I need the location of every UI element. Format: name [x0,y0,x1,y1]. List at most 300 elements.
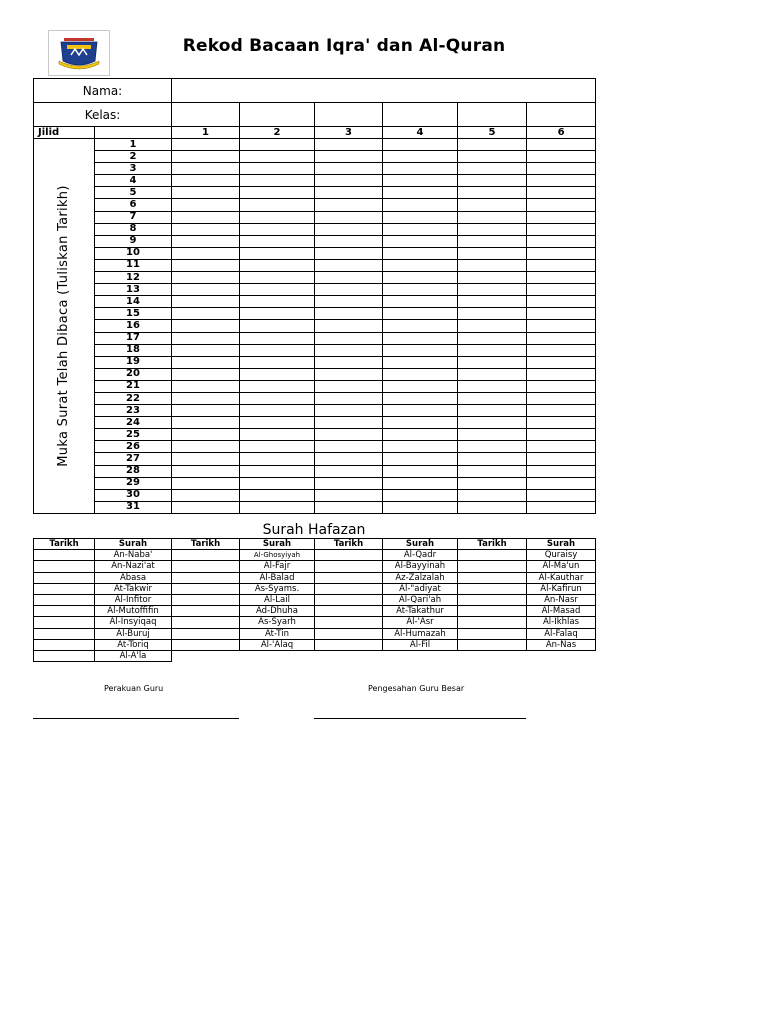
date-entry-cell[interactable] [458,163,527,175]
page-number: 8 [95,223,172,235]
date-entry-cell[interactable] [172,151,240,163]
tarikh-entry-cell[interactable] [172,606,240,617]
date-entry-cell[interactable] [172,380,240,392]
date-entry-cell[interactable] [458,151,527,163]
date-entry-cell[interactable] [315,392,383,404]
date-entry-cell[interactable] [527,392,596,404]
surah-name: Al-A'la [95,651,172,662]
date-entry-cell[interactable] [527,477,596,489]
hafazan-header-row [34,539,596,550]
date-entry-cell[interactable] [383,199,458,211]
date-entry-cell[interactable] [172,501,240,513]
jilid-column-header: 4 [383,127,458,139]
date-entry-cell[interactable] [172,139,240,151]
tarikh-entry-cell[interactable] [315,595,383,606]
date-entry-cell[interactable] [240,247,315,259]
date-entry-cell[interactable] [458,489,527,501]
surah-name: As-Syams. [240,583,315,594]
date-entry-cell[interactable] [527,356,596,368]
date-entry-cell[interactable] [383,441,458,453]
date-entry-cell[interactable] [240,211,315,223]
kelas-field[interactable] [240,103,315,127]
date-entry-cell[interactable] [315,284,383,296]
date-entry-cell[interactable] [315,417,383,429]
date-entry-cell[interactable] [172,272,240,284]
date-entry-cell[interactable] [383,223,458,235]
date-entry-cell[interactable] [315,344,383,356]
date-entry-cell[interactable] [527,163,596,175]
date-entry-cell[interactable] [458,175,527,187]
date-entry-cell[interactable] [315,139,383,151]
page-number: 12 [95,272,172,284]
tarikh-entry-cell[interactable] [315,628,383,639]
date-entry-cell[interactable] [383,163,458,175]
surah-name: Al-Ma'un [527,561,596,572]
date-entry-cell[interactable] [172,175,240,187]
date-entry-cell[interactable] [383,211,458,223]
kelas-field[interactable] [315,103,383,127]
nama-label: Nama: [34,79,172,103]
date-entry-cell[interactable] [458,453,527,465]
date-entry-cell[interactable] [458,429,527,441]
page-number: 18 [95,344,172,356]
tarikh-entry-cell[interactable] [172,617,240,628]
date-entry-cell[interactable] [527,175,596,187]
date-entry-cell[interactable] [527,429,596,441]
tarikh-entry-cell[interactable] [172,572,240,583]
page-number: 10 [95,247,172,259]
date-entry-cell[interactable] [240,465,315,477]
page-row [34,151,596,163]
date-entry-cell[interactable] [315,259,383,271]
surah-name: An-Naba' [95,550,172,561]
page-number: 17 [95,332,172,344]
tarikh-entry-cell[interactable] [34,628,95,639]
date-entry-cell[interactable] [315,332,383,344]
date-entry-cell[interactable] [240,308,315,320]
date-entry-cell[interactable] [527,211,596,223]
page-row [34,368,596,380]
date-entry-cell[interactable] [458,465,527,477]
tarikh-entry-cell[interactable] [172,639,240,650]
date-entry-cell[interactable] [527,453,596,465]
tarikh-entry-cell[interactable] [172,561,240,572]
date-entry-cell[interactable] [172,405,240,417]
date-entry-cell[interactable] [315,380,383,392]
date-entry-cell[interactable] [383,151,458,163]
date-entry-cell[interactable] [172,235,240,247]
page-number: 20 [95,368,172,380]
date-entry-cell[interactable] [172,477,240,489]
date-entry-cell[interactable] [458,259,527,271]
date-entry-cell[interactable] [383,259,458,271]
tarikh-entry-cell[interactable] [34,561,95,572]
kelas-field[interactable] [458,103,527,127]
page-number: 27 [95,453,172,465]
date-entry-cell[interactable] [458,235,527,247]
date-entry-cell[interactable] [172,308,240,320]
date-entry-cell[interactable] [458,320,527,332]
date-entry-cell[interactable] [172,223,240,235]
date-entry-cell[interactable] [315,465,383,477]
date-entry-cell[interactable] [240,284,315,296]
page-row [34,223,596,235]
tarikh-entry-cell[interactable] [172,628,240,639]
date-entry-cell[interactable] [240,151,315,163]
date-entry-cell[interactable] [315,441,383,453]
tarikh-entry-cell[interactable] [458,606,527,617]
date-entry-cell[interactable] [383,405,458,417]
page-number: 31 [95,501,172,513]
date-entry-cell[interactable] [240,417,315,429]
date-entry-cell[interactable] [458,332,527,344]
date-entry-cell[interactable] [240,453,315,465]
page-title: Rekod Bacaan Iqra' dan Al-Quran [182,36,506,56]
surah-name: Al-Humazah [383,628,458,639]
date-entry-cell[interactable] [315,187,383,199]
date-entry-cell[interactable] [527,489,596,501]
date-entry-cell[interactable] [458,477,527,489]
date-entry-cell[interactable] [315,477,383,489]
date-entry-cell[interactable] [383,429,458,441]
date-entry-cell[interactable] [172,441,240,453]
reading-record-table [33,78,596,514]
tarikh-header: Tarikh [34,539,95,550]
tarikh-entry-cell[interactable] [34,595,95,606]
date-entry-cell[interactable] [527,441,596,453]
date-entry-cell[interactable] [172,296,240,308]
date-entry-cell[interactable] [315,453,383,465]
date-entry-cell[interactable] [172,187,240,199]
guru-besar-signature-label: Pengesahan Guru Besar [368,684,465,693]
page-row [34,284,596,296]
hafazan-row [34,628,596,639]
date-entry-cell[interactable] [383,308,458,320]
date-entry-cell[interactable] [383,453,458,465]
date-entry-cell[interactable] [527,296,596,308]
date-entry-cell[interactable] [172,247,240,259]
date-entry-cell[interactable] [315,501,383,513]
date-entry-cell[interactable] [172,259,240,271]
date-entry-cell[interactable] [458,501,527,513]
side-label: Muka Surat Telah Dibaca (Tuliskan Tarikh) [56,185,71,467]
page-row [34,235,596,247]
date-entry-cell[interactable] [383,380,458,392]
tarikh-entry-cell[interactable] [34,550,95,561]
date-entry-cell[interactable] [527,199,596,211]
tarikh-entry-cell[interactable] [34,617,95,628]
page-row [34,441,596,453]
page-number: 29 [95,477,172,489]
empty-cell [240,651,315,662]
surah-header: Surah [383,539,458,550]
date-entry-cell[interactable] [172,368,240,380]
date-entry-cell[interactable] [240,368,315,380]
date-entry-cell[interactable] [240,429,315,441]
date-entry-cell[interactable] [458,187,527,199]
date-entry-cell[interactable] [240,199,315,211]
date-entry-cell[interactable] [383,356,458,368]
date-entry-cell[interactable] [240,392,315,404]
date-entry-cell[interactable] [527,405,596,417]
date-entry-cell[interactable] [172,320,240,332]
date-entry-cell[interactable] [527,284,596,296]
date-entry-cell[interactable] [458,380,527,392]
date-entry-cell[interactable] [383,247,458,259]
date-entry-cell[interactable] [458,296,527,308]
date-entry-cell[interactable] [527,151,596,163]
date-entry-cell[interactable] [315,235,383,247]
date-entry-cell[interactable] [240,489,315,501]
date-entry-cell[interactable] [315,429,383,441]
date-entry-cell[interactable] [172,392,240,404]
date-entry-cell[interactable] [458,368,527,380]
surah-name: Al-Fajr [240,561,315,572]
blank-header-cell [95,127,172,139]
date-entry-cell[interactable] [458,405,527,417]
date-entry-cell[interactable] [240,163,315,175]
hafazan-row [34,561,596,572]
date-entry-cell[interactable] [458,139,527,151]
date-entry-cell[interactable] [315,199,383,211]
date-entry-cell[interactable] [527,320,596,332]
tarikh-entry-cell[interactable] [172,550,240,561]
page-row [34,356,596,368]
date-entry-cell[interactable] [172,356,240,368]
tarikh-entry-cell[interactable] [34,651,95,662]
surah-name: Al-Insyiqaq [95,617,172,628]
jilid-header-row [34,127,596,139]
hafazan-row [34,550,596,561]
tarikh-entry-cell[interactable] [315,606,383,617]
guru-signature-line [33,718,239,719]
page-number: 23 [95,405,172,417]
date-entry-cell[interactable] [527,308,596,320]
tarikh-header: Tarikh [458,539,527,550]
tarikh-entry-cell[interactable] [172,595,240,606]
page-row [34,163,596,175]
tarikh-entry-cell[interactable] [315,617,383,628]
date-entry-cell[interactable] [383,175,458,187]
tarikh-header: Tarikh [172,539,240,550]
date-entry-cell[interactable] [458,199,527,211]
date-entry-cell[interactable] [383,296,458,308]
kelas-field[interactable] [527,103,596,127]
date-entry-cell[interactable] [172,465,240,477]
tarikh-entry-cell[interactable] [315,639,383,650]
date-entry-cell[interactable] [240,235,315,247]
date-entry-cell[interactable] [240,272,315,284]
date-entry-cell[interactable] [172,199,240,211]
surah-name: An-Nazi'at [95,561,172,572]
tarikh-entry-cell[interactable] [458,572,527,583]
page-number: 14 [95,296,172,308]
page-number: 5 [95,187,172,199]
date-entry-cell[interactable] [240,320,315,332]
date-entry-cell[interactable] [240,259,315,271]
page-number: 30 [95,489,172,501]
tarikh-entry-cell[interactable] [315,561,383,572]
date-entry-cell[interactable] [458,272,527,284]
date-entry-cell[interactable] [315,308,383,320]
date-entry-cell[interactable] [383,332,458,344]
nama-field[interactable] [172,79,596,103]
date-entry-cell[interactable] [383,477,458,489]
date-entry-cell[interactable] [527,417,596,429]
date-entry-cell[interactable] [458,247,527,259]
date-entry-cell[interactable] [315,247,383,259]
date-entry-cell[interactable] [315,489,383,501]
surah-name: At-Tin [240,628,315,639]
tarikh-entry-cell[interactable] [34,572,95,583]
date-entry-cell[interactable] [383,320,458,332]
surah-name: Al-'Asr [383,617,458,628]
date-entry-cell[interactable] [527,259,596,271]
tarikh-entry-cell[interactable] [458,639,527,650]
date-entry-cell[interactable] [383,501,458,513]
date-entry-cell[interactable] [527,223,596,235]
date-entry-cell[interactable] [383,235,458,247]
tarikh-entry-cell[interactable] [315,572,383,583]
date-entry-cell[interactable] [240,139,315,151]
date-entry-cell[interactable] [240,344,315,356]
date-entry-cell[interactable] [458,284,527,296]
tarikh-entry-cell[interactable] [458,561,527,572]
date-entry-cell[interactable] [527,139,596,151]
date-entry-cell[interactable] [527,332,596,344]
tarikh-entry-cell[interactable] [458,628,527,639]
date-entry-cell[interactable] [383,368,458,380]
date-entry-cell[interactable] [315,296,383,308]
date-entry-cell[interactable] [458,223,527,235]
kelas-field[interactable] [172,103,240,127]
date-entry-cell[interactable] [383,465,458,477]
date-entry-cell[interactable] [383,272,458,284]
tarikh-entry-cell[interactable] [172,583,240,594]
tarikh-entry-cell[interactable] [315,550,383,561]
date-entry-cell[interactable] [527,235,596,247]
date-entry-cell[interactable] [383,417,458,429]
date-entry-cell[interactable] [172,453,240,465]
surah-name: Al-Falaq [527,628,596,639]
date-entry-cell[interactable] [315,356,383,368]
surah-name: An-Nas [527,639,596,650]
date-entry-cell[interactable] [172,211,240,223]
date-entry-cell[interactable] [240,175,315,187]
date-entry-cell[interactable] [315,320,383,332]
tarikh-entry-cell[interactable] [458,550,527,561]
tarikh-entry-cell[interactable] [34,606,95,617]
date-entry-cell[interactable] [315,405,383,417]
date-entry-cell[interactable] [172,429,240,441]
date-entry-cell[interactable] [458,356,527,368]
date-entry-cell[interactable] [458,441,527,453]
empty-cell [172,651,240,662]
page-number: 22 [95,392,172,404]
surah-name: Al-Ikhlas [527,617,596,628]
page-number: 15 [95,308,172,320]
date-entry-cell[interactable] [240,356,315,368]
tarikh-entry-cell[interactable] [315,583,383,594]
tarikh-entry-cell[interactable] [458,595,527,606]
date-entry-cell[interactable] [527,465,596,477]
page-row [34,392,596,404]
date-entry-cell[interactable] [172,417,240,429]
date-entry-cell[interactable] [458,344,527,356]
date-entry-cell[interactable] [458,417,527,429]
surah-name: At-Takathur [383,606,458,617]
date-entry-cell[interactable] [315,272,383,284]
date-entry-cell[interactable] [315,175,383,187]
page-number: 26 [95,441,172,453]
surah-name: Al-Balad [240,572,315,583]
date-entry-cell[interactable] [172,332,240,344]
date-entry-cell[interactable] [240,187,315,199]
date-entry-cell[interactable] [383,392,458,404]
surah-name: At-Toriq [95,639,172,650]
date-entry-cell[interactable] [240,477,315,489]
date-entry-cell[interactable] [240,296,315,308]
date-entry-cell[interactable] [527,344,596,356]
date-entry-cell[interactable] [240,223,315,235]
page-number: 21 [95,380,172,392]
date-entry-cell[interactable] [527,501,596,513]
date-entry-cell[interactable] [458,308,527,320]
date-entry-cell[interactable] [315,211,383,223]
page-number: 7 [95,211,172,223]
date-entry-cell[interactable] [172,163,240,175]
date-entry-cell[interactable] [527,187,596,199]
kelas-field[interactable] [383,103,458,127]
date-entry-cell[interactable] [315,223,383,235]
surah-name: Az-Zalzalah [383,572,458,583]
date-entry-cell[interactable] [527,368,596,380]
tarikh-header: Tarikh [315,539,383,550]
date-entry-cell[interactable] [383,344,458,356]
date-entry-cell[interactable] [240,380,315,392]
page-number: 3 [95,163,172,175]
page-row [34,259,596,271]
date-entry-cell[interactable] [458,392,527,404]
date-entry-cell[interactable] [383,139,458,151]
kelas-label: Kelas: [34,103,172,127]
date-entry-cell[interactable] [240,405,315,417]
date-entry-cell[interactable] [383,284,458,296]
tarikh-entry-cell[interactable] [458,617,527,628]
date-entry-cell[interactable] [458,211,527,223]
date-entry-cell[interactable] [315,368,383,380]
date-entry-cell[interactable] [315,163,383,175]
date-entry-cell[interactable] [527,380,596,392]
date-entry-cell[interactable] [383,187,458,199]
date-entry-cell[interactable] [172,489,240,501]
nama-row [34,79,596,103]
date-entry-cell[interactable] [383,489,458,501]
date-entry-cell[interactable] [315,151,383,163]
tarikh-entry-cell[interactable] [458,583,527,594]
page-row [34,501,596,513]
tarikh-entry-cell[interactable] [34,583,95,594]
date-entry-cell[interactable] [172,344,240,356]
date-entry-cell[interactable] [240,332,315,344]
date-entry-cell[interactable] [172,284,240,296]
date-entry-cell[interactable] [240,441,315,453]
date-entry-cell[interactable] [527,247,596,259]
date-entry-cell[interactable] [527,272,596,284]
tarikh-entry-cell[interactable] [34,639,95,650]
date-entry-cell[interactable] [240,501,315,513]
hafazan-row [34,639,596,650]
